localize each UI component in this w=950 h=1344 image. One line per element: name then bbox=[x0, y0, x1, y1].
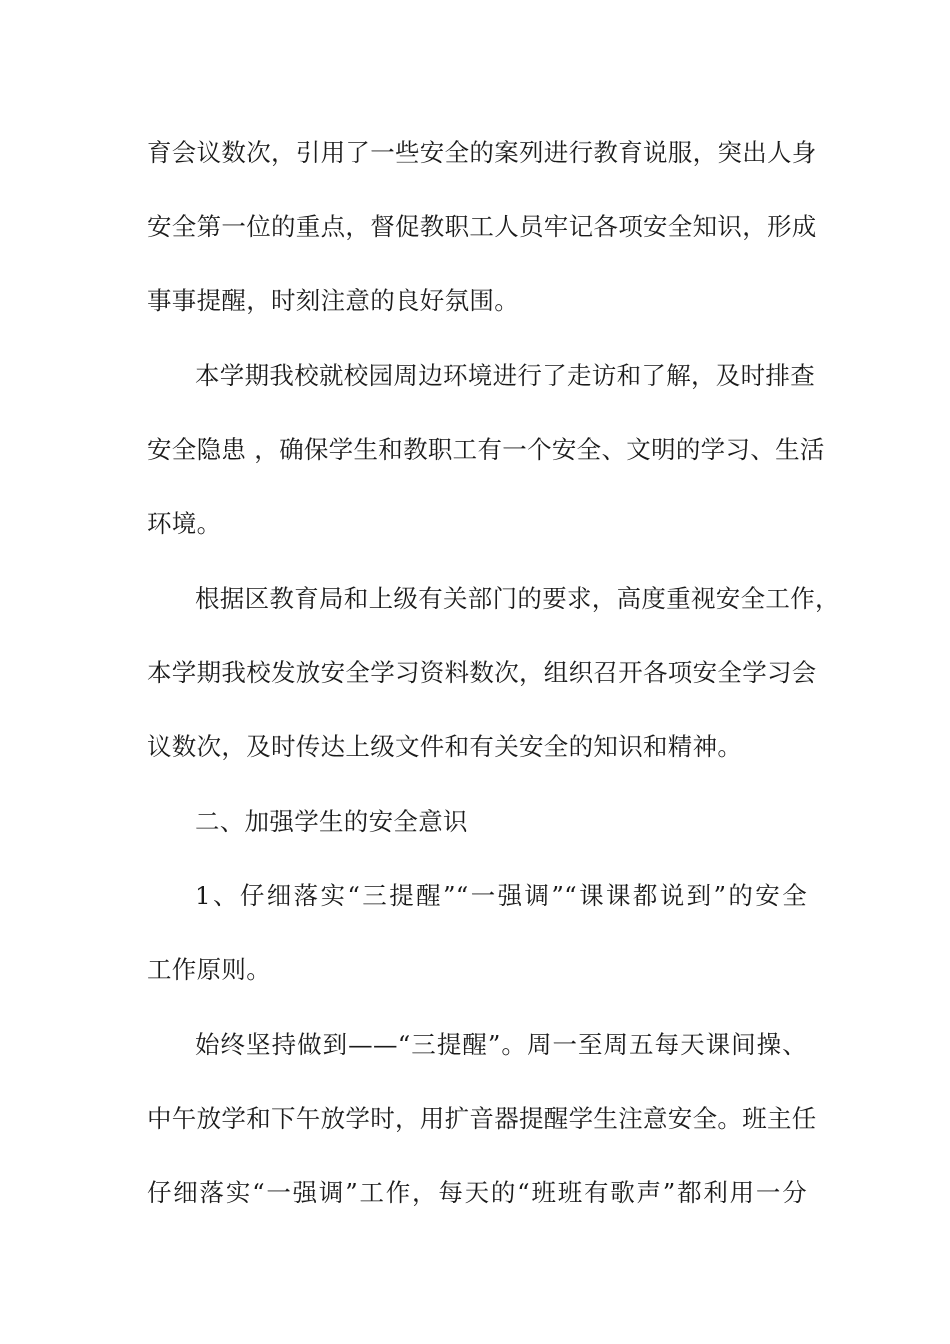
body-text-line: 本学期我校发放安全学习资料数次，组织召开各项安全学习会 bbox=[147, 658, 817, 687]
paragraph-first-line: 本学期我校就校园周边环境进行了走访和了解，及时排查 bbox=[195, 361, 815, 390]
paragraph-first-line: 始终坚持做到——“三提醒”。周一至周五每天课间操、 bbox=[195, 1030, 807, 1059]
paragraph-first-line: 1、仔细落实“三提醒”“一强调”“课课都说到”的安全 bbox=[195, 881, 807, 910]
body-text-line: 安全第一位的重点，督促教职工人员牢记各项安全知识，形成 bbox=[147, 212, 817, 241]
body-text-line: 工作原则。 bbox=[147, 955, 271, 984]
body-text-line: 环境。 bbox=[147, 509, 222, 538]
section-heading: 二、加强学生的安全意识 bbox=[195, 807, 468, 836]
body-text-line: 事事提醒，时刻注意的良好氛围。 bbox=[147, 286, 519, 315]
body-text-line: 育会议数次，引用了一些安全的案列进行教育说服，突出人身 bbox=[147, 138, 817, 167]
body-text-line: 议数次，及时传达上级文件和有关安全的知识和精神。 bbox=[147, 732, 743, 761]
body-text-line: 安全隐患 ，确保学生和教职工有一个安全、文明的学习、生活 bbox=[147, 435, 825, 464]
body-text-line: 仔细落实“一强调”工作，每天的“班班有歌声”都利用一分 bbox=[147, 1178, 807, 1207]
paragraph-first-line: 根据区教育局和上级有关部门的要求，高度重视安全工作， bbox=[195, 584, 840, 613]
body-text-line: 中午放学和下午放学时，用扩音器提醒学生注意安全。班主任 bbox=[147, 1104, 817, 1133]
